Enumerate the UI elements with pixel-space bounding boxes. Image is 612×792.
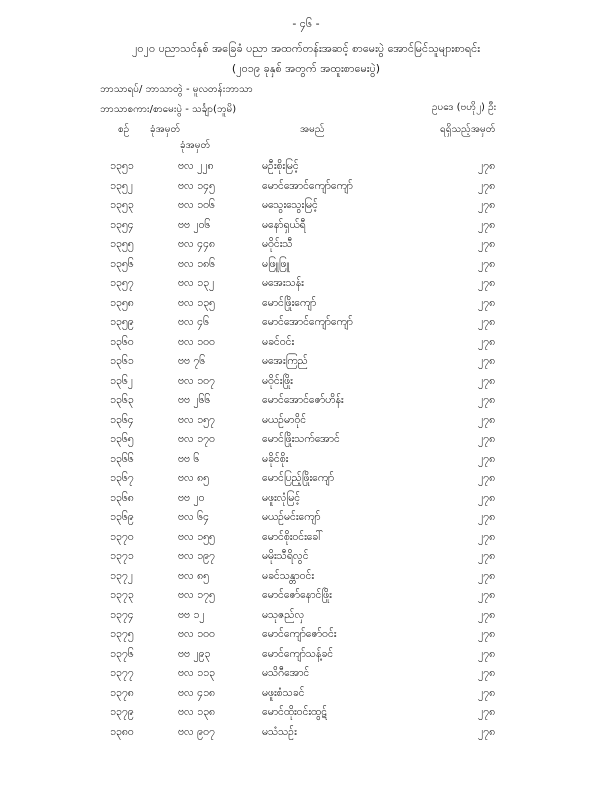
row-name: မောင်ဖြိုးသက်အောင် bbox=[262, 433, 340, 445]
list-item bbox=[0, 336, 612, 356]
row-name: မအေးသန်း bbox=[262, 277, 304, 289]
row-name: မောင်ကျော်ဇော်ဝင်း bbox=[262, 628, 337, 640]
row-roll-number: ဗလ ၁၇၅ bbox=[178, 589, 215, 601]
list-item bbox=[0, 316, 612, 336]
list-item bbox=[0, 726, 612, 746]
row-roll-number: ဗဗ ၇၆ bbox=[178, 355, 206, 367]
row-number: ၁၃၆၀ bbox=[110, 335, 134, 348]
col-header-name: အမည် bbox=[300, 124, 325, 135]
row-number: ၁၃၆၅ bbox=[110, 433, 134, 445]
row-roll-number: ဗလ ၁၅၇ bbox=[178, 413, 215, 426]
list-item bbox=[0, 219, 612, 239]
row-name: မသွေးသွေးမြင့် bbox=[262, 199, 318, 211]
col-header-roll-sub: ခုံအမှတ် bbox=[180, 140, 211, 151]
row-name: မောင်အောင်ဇော်ဟိန်း bbox=[262, 394, 344, 406]
row-number: ၁၃၅၇ bbox=[110, 277, 134, 289]
row-number: ၁၃၅၅ bbox=[110, 238, 134, 250]
list-item bbox=[0, 531, 612, 551]
marks-header: ဥပဒေ (ဗဟို၂) ဦး bbox=[432, 102, 497, 113]
row-marks: ၂၇၈ bbox=[478, 199, 496, 211]
row-name: မနော်ရှယ်ရီ bbox=[262, 218, 306, 231]
row-roll-number: ဗလ ၁၃၅ bbox=[178, 296, 215, 309]
page-number: - ၄၆ - bbox=[292, 17, 320, 30]
row-roll-number: ဗလ ၁၀၆ bbox=[178, 199, 215, 211]
row-marks: ၂၇၈ bbox=[478, 433, 496, 445]
list-item bbox=[0, 511, 612, 531]
row-name: မောင်စိုးဝင်းခေါ် bbox=[262, 530, 323, 543]
row-number: ၁၃၅၁ bbox=[110, 160, 134, 172]
row-name: မောင်အောင်ကျော်ကျော် bbox=[262, 316, 353, 328]
row-number: ၁၃၇၂ bbox=[110, 569, 133, 582]
row-number: ၁၃၇၆ bbox=[110, 647, 134, 660]
list-item bbox=[0, 375, 612, 395]
list-item bbox=[0, 453, 612, 473]
row-name: မဖူးလုံမြင့် bbox=[262, 491, 301, 504]
row-marks: ၂၇၈ bbox=[478, 257, 496, 270]
col-header-marks: ရရှိသည့်အမှတ် bbox=[440, 124, 496, 135]
list-item bbox=[0, 355, 612, 375]
row-marks: ၂၇၈ bbox=[478, 296, 496, 309]
row-roll-number: ဗလ ၁၁၃ bbox=[178, 667, 215, 679]
row-marks: ၂၇၈ bbox=[478, 491, 496, 504]
row-name: မသုဇည်လှ bbox=[262, 608, 305, 621]
row-number: ၁၃၇၀ bbox=[110, 530, 134, 543]
list-item bbox=[0, 570, 612, 590]
row-name: မဦးစိုးမြင့် bbox=[262, 160, 299, 172]
row-name: မယဉ်မာဝိုင် bbox=[262, 413, 307, 426]
row-roll-number: ဗလ ၁၅၅ bbox=[178, 530, 215, 543]
list-item bbox=[0, 687, 612, 707]
row-number: ၁၃၅၄ bbox=[110, 218, 134, 231]
row-name: မောင်ကျော်သန့်ခင် bbox=[262, 647, 334, 660]
list-item bbox=[0, 394, 612, 414]
row-name: မဝိုင်းဖြိုး bbox=[262, 374, 293, 387]
row-roll-number: ဗလ ၁၃၈ bbox=[178, 706, 215, 718]
row-marks: ၂၇၈ bbox=[478, 355, 496, 367]
list-item bbox=[0, 277, 612, 297]
row-marks: ၂၇၈ bbox=[478, 394, 496, 406]
row-roll-number: ဗလ ၁၉၇ bbox=[178, 550, 215, 562]
exam-header: ဘာသာစကား/စာမေးပွဲ - သင်္ချာ(ဘူမိ) bbox=[100, 104, 237, 115]
row-name: မခိုင်စိုး bbox=[262, 452, 289, 465]
row-marks: ၂၇၈ bbox=[478, 569, 496, 582]
row-roll-number: ဗလ ၁၀၀ bbox=[178, 628, 215, 640]
row-roll-number: ဗဗ ၂၀ bbox=[178, 491, 205, 504]
list-item bbox=[0, 589, 612, 609]
row-name: မောင်ထိုးဝင်းထွဋ် bbox=[262, 706, 328, 718]
row-marks: ၂၇၈ bbox=[478, 179, 496, 192]
row-number: ၁၃၇၉ bbox=[110, 706, 134, 718]
row-roll-number: ဗလ ၈၅ bbox=[178, 472, 210, 484]
row-number: ၁၃၇၃ bbox=[110, 589, 134, 601]
list-item bbox=[0, 550, 612, 570]
list-item bbox=[0, 238, 612, 258]
list-item bbox=[0, 472, 612, 492]
row-marks: ၂၇၈ bbox=[478, 647, 496, 660]
list-item bbox=[0, 667, 612, 687]
row-marks: ၂၇၈ bbox=[478, 550, 496, 562]
row-name: မခင်ဝင်း bbox=[262, 335, 295, 348]
document-title: ၂၀၂၀ ပညာသင်နှစ် အခြေခံ ပညာ အထက်တန်းအဆင့် စာမေးပွဲ အောင်မြင်သူများစာရင်း bbox=[131, 42, 481, 55]
row-number: ၁၃၇၈ bbox=[110, 686, 134, 699]
list-item bbox=[0, 628, 612, 648]
row-roll-number: ဗလ ၈၅ bbox=[178, 569, 210, 582]
row-marks: ၂၇၈ bbox=[478, 608, 496, 621]
row-name: မဖူးစံသခင် bbox=[262, 686, 305, 699]
row-name: မသံသဉ်း bbox=[262, 725, 297, 738]
row-roll-number: ဗလ ၂၂၈ bbox=[178, 160, 214, 172]
row-name: မအေးကြည် bbox=[262, 355, 308, 367]
row-name: မဖြူဖြူ bbox=[262, 257, 290, 270]
row-marks: ၂၇၈ bbox=[478, 686, 496, 699]
row-number: ၁၃၆၄ bbox=[110, 413, 134, 426]
row-number: ၁၃၅၉ bbox=[110, 316, 134, 328]
list-item bbox=[0, 492, 612, 512]
row-marks: ၂၇၈ bbox=[478, 530, 496, 543]
row-name: မမိုးသီရိလွင် bbox=[262, 550, 309, 562]
list-item bbox=[0, 199, 612, 219]
row-roll-number: ဗလ ၆၄ bbox=[178, 511, 209, 523]
row-name: မောင်ဖြိုးကျော် bbox=[262, 296, 317, 309]
row-number: ၁၃၆၇ bbox=[110, 472, 134, 484]
row-roll-number: ဗလ ၄၁၈ bbox=[178, 686, 215, 699]
row-roll-number: ဗဗ ၁၂ bbox=[178, 608, 205, 621]
row-number: ၁၃၆၂ bbox=[110, 374, 133, 387]
row-name: မယဉ်မင်းကျော် bbox=[262, 511, 321, 523]
col-header-roll: ခုံအမှတ် bbox=[150, 124, 181, 135]
document-subtitle: (၂၀၁၉ ခုနှစ် အတွက် အထူးစာမေးပွဲ) bbox=[231, 62, 381, 75]
col-header-no: စဉ် bbox=[118, 124, 130, 135]
row-number: ၁၃၅၈ bbox=[110, 296, 134, 309]
row-marks: ၂၇၈ bbox=[478, 628, 496, 640]
list-item bbox=[0, 414, 612, 434]
row-number: ၁၃၆၁ bbox=[110, 355, 134, 367]
subject-header: ဘာသာရပ်/ ဘာသာတွဲ - မူလတန်းဘာသာ bbox=[100, 84, 253, 95]
row-number: ၁၃၆၆ bbox=[110, 452, 134, 465]
row-roll-number: ဗဗ ၆ bbox=[178, 452, 200, 465]
list-item bbox=[0, 648, 612, 668]
row-marks: ၂၇၈ bbox=[478, 277, 496, 289]
row-number: ၁၃၇၇ bbox=[110, 667, 134, 679]
list-item bbox=[0, 706, 612, 726]
row-marks: ၂၇၈ bbox=[478, 413, 496, 426]
row-number: ၁၃၇၄ bbox=[110, 608, 134, 621]
row-number: ၁၃၇၁ bbox=[110, 550, 134, 562]
results-list bbox=[0, 160, 612, 745]
row-roll-number: ဗလ ၁၄၅ bbox=[178, 179, 215, 192]
row-marks: ၂၇၈ bbox=[478, 316, 496, 328]
row-marks: ၂၇၈ bbox=[478, 725, 496, 738]
row-marks: ၂၇၈ bbox=[478, 511, 496, 523]
row-marks: ၂၇၈ bbox=[478, 335, 496, 348]
list-item bbox=[0, 258, 612, 278]
row-marks: ၂၇၈ bbox=[478, 589, 496, 601]
row-roll-number: ဗလ ၉၀၇ bbox=[178, 725, 215, 738]
list-item bbox=[0, 180, 612, 200]
row-marks: ၂၇၈ bbox=[478, 160, 496, 172]
list-item bbox=[0, 609, 612, 629]
row-number: ၁၃၈၀ bbox=[110, 725, 134, 738]
row-name: မသိဂီအောင် bbox=[262, 667, 310, 679]
row-marks: ၂၇၈ bbox=[478, 452, 496, 465]
row-roll-number: ဗလ ၁၇၀ bbox=[178, 433, 215, 445]
row-roll-number: ဗလ ၁၈၆ bbox=[178, 257, 215, 270]
row-number: ၁၃၆၈ bbox=[110, 491, 134, 504]
row-name: မောင်ဇော်နောင်ဖြိုး bbox=[262, 589, 332, 601]
row-roll-number: ဗလ ၁၀၇ bbox=[178, 374, 215, 387]
row-number: ၁၃၇၅ bbox=[110, 628, 134, 640]
row-marks: ၂၇၈ bbox=[478, 472, 496, 484]
list-item bbox=[0, 433, 612, 453]
row-roll-number: ဗလ ၄၆ bbox=[178, 316, 209, 328]
row-number: ၁၃၆၃ bbox=[110, 394, 134, 406]
list-item bbox=[0, 160, 612, 180]
list-item bbox=[0, 297, 612, 317]
row-name: မဝိုင်းသီ bbox=[262, 238, 293, 250]
row-name: မောင်ပြည့်ဖြိုးကျော် bbox=[262, 472, 335, 484]
row-number: ၁၃၆၉ bbox=[110, 511, 134, 523]
row-roll-number: ဗဗ ၂၀၆ bbox=[178, 218, 211, 231]
row-marks: ၂၇၈ bbox=[478, 238, 496, 250]
row-marks: ၂၇၈ bbox=[478, 218, 496, 231]
row-marks: ၂၇၈ bbox=[478, 706, 496, 718]
row-number: ၁၃၅၂ bbox=[110, 179, 133, 192]
row-name: မောင်အောင်ကျော်ကျော် bbox=[262, 179, 353, 192]
row-marks: ၂၇၈ bbox=[478, 374, 496, 387]
row-roll-number: ဗဗ ၂၉၃ bbox=[178, 647, 211, 660]
row-number: ၁၃၅၃ bbox=[110, 199, 134, 211]
row-marks: ၂၇၈ bbox=[478, 667, 496, 679]
row-roll-number: ဗလ ၄၄၈ bbox=[178, 238, 215, 250]
row-roll-number: ဗလ ၁၃၂ bbox=[178, 277, 215, 289]
row-name: မခင်သန္တာဝင်း bbox=[262, 569, 315, 582]
row-roll-number: ဗဗ ၂၆၆ bbox=[178, 394, 211, 406]
row-roll-number: ဗလ ၁၀၀ bbox=[178, 335, 215, 348]
row-number: ၁၃၅၆ bbox=[110, 257, 134, 270]
